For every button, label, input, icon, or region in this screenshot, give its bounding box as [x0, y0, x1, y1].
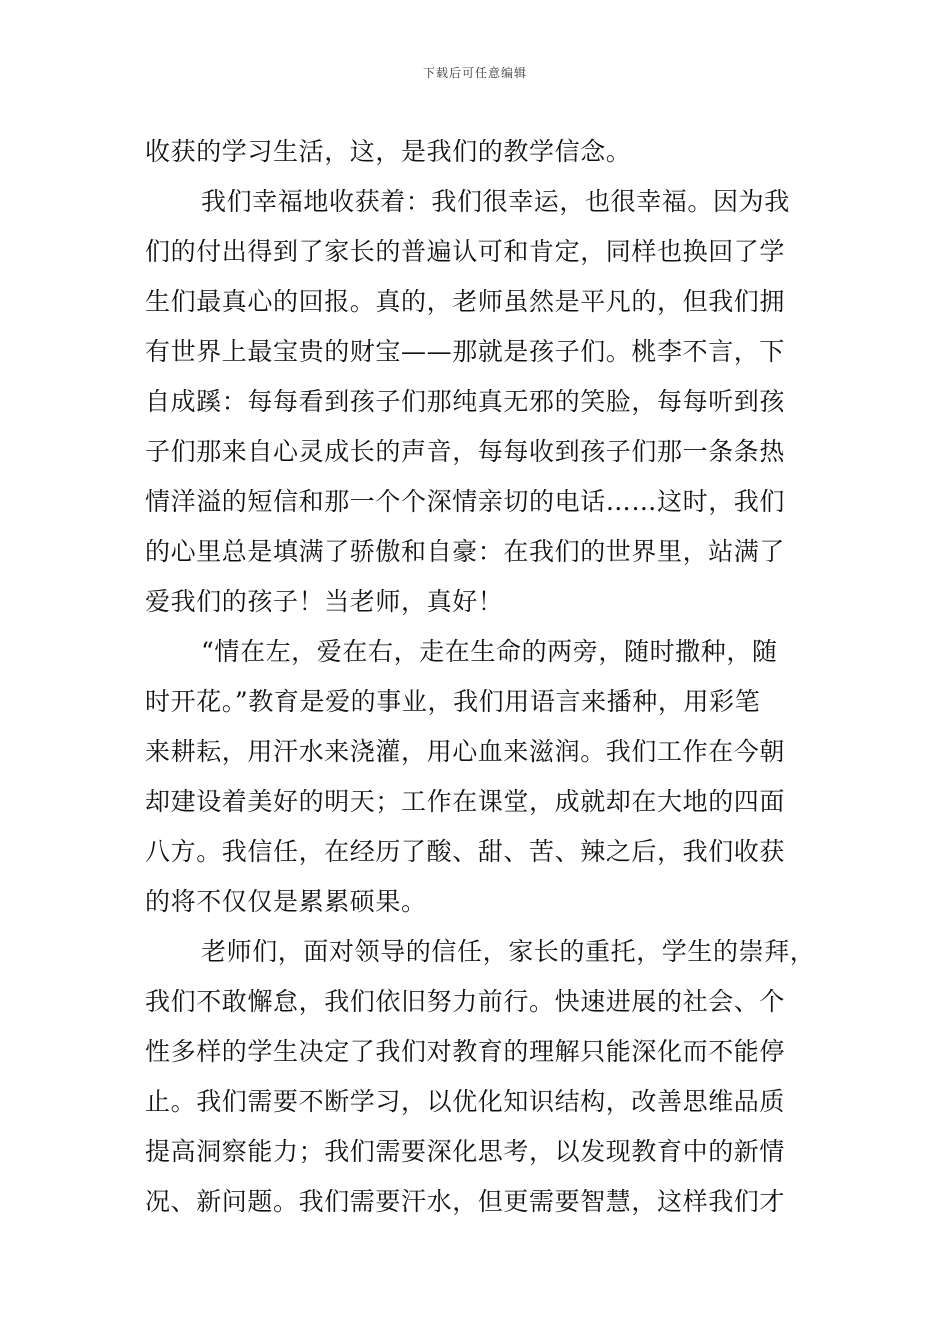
text-line: 的心里总是填满了骄傲和自豪：在我们的世界里，站满了 — [145, 537, 786, 566]
document-body — [145, 127, 815, 1227]
text-line: 的将不仅仅是累累硕果。 — [145, 887, 427, 916]
text-line: 老师们，面对领导的信任，家长的重托，学生的崇拜， — [201, 937, 816, 966]
text-line: 我们不敢懈怠，我们依旧努力前行。快速进展的社会、个 — [145, 987, 786, 1016]
text-line: 我们幸福地收获着：我们很幸运，也很幸福。因为我 — [201, 187, 790, 216]
text-line: 收获的学习生活，这，是我们的教学信念。 — [145, 137, 632, 166]
text-line: 子们那来自心灵成长的声音，每每收到孩子们那一条条热 — [145, 437, 786, 466]
text-line: 时开花。”教育是爱的事业，我们用语言来播种，用彩笔 — [145, 687, 761, 716]
text-line: 自成蹊：每每看到孩子们那纯真无邪的笑脸，每每听到孩 — [145, 387, 786, 416]
text-line: 生们最真心的回报。真的，老师虽然是平凡的，但我们拥 — [145, 287, 786, 316]
text-line: 爱我们的孩子！当老师，真好！ — [145, 587, 504, 616]
text-line: “情在左，爱在右，走在生命的两旁，随时撒种，随 — [201, 637, 778, 666]
text-line: 性多样的学生决定了我们对教育的理解只能深化而不能停 — [145, 1037, 786, 1066]
text-line: 况、新问题。我们需要汗水，但更需要智慧，这样我们才 — [145, 1187, 786, 1216]
text-line: 止。我们需要不断学习，以优化知识结构，改善思维品质 — [145, 1087, 786, 1116]
text-line: 们的付出得到了家长的普遍认可和肯定，同样也换回了学 — [145, 237, 786, 266]
text-line: 来耕耘，用汗水来浇灌，用心血来滋润。我们工作在今朝 — [145, 737, 786, 766]
text-line: 有世界上最宝贵的财宝——那就是孩子们。桃李不言，下 — [145, 337, 786, 366]
page-header: 下载后可任意编辑 — [422, 66, 527, 80]
text-line: 却建设着美好的明天；工作在课堂，成就却在大地的四面 — [145, 787, 786, 816]
text-line: 情洋溢的短信和那一个个深情亲切的电话……这时，我们 — [145, 487, 786, 516]
text-line: 提高洞察能力；我们需要深化思考，以发现教育中的新情 — [145, 1137, 786, 1166]
text-line: 八方。我信任，在经历了酸、甜、苦、辣之后，我们收获 — [145, 837, 786, 866]
